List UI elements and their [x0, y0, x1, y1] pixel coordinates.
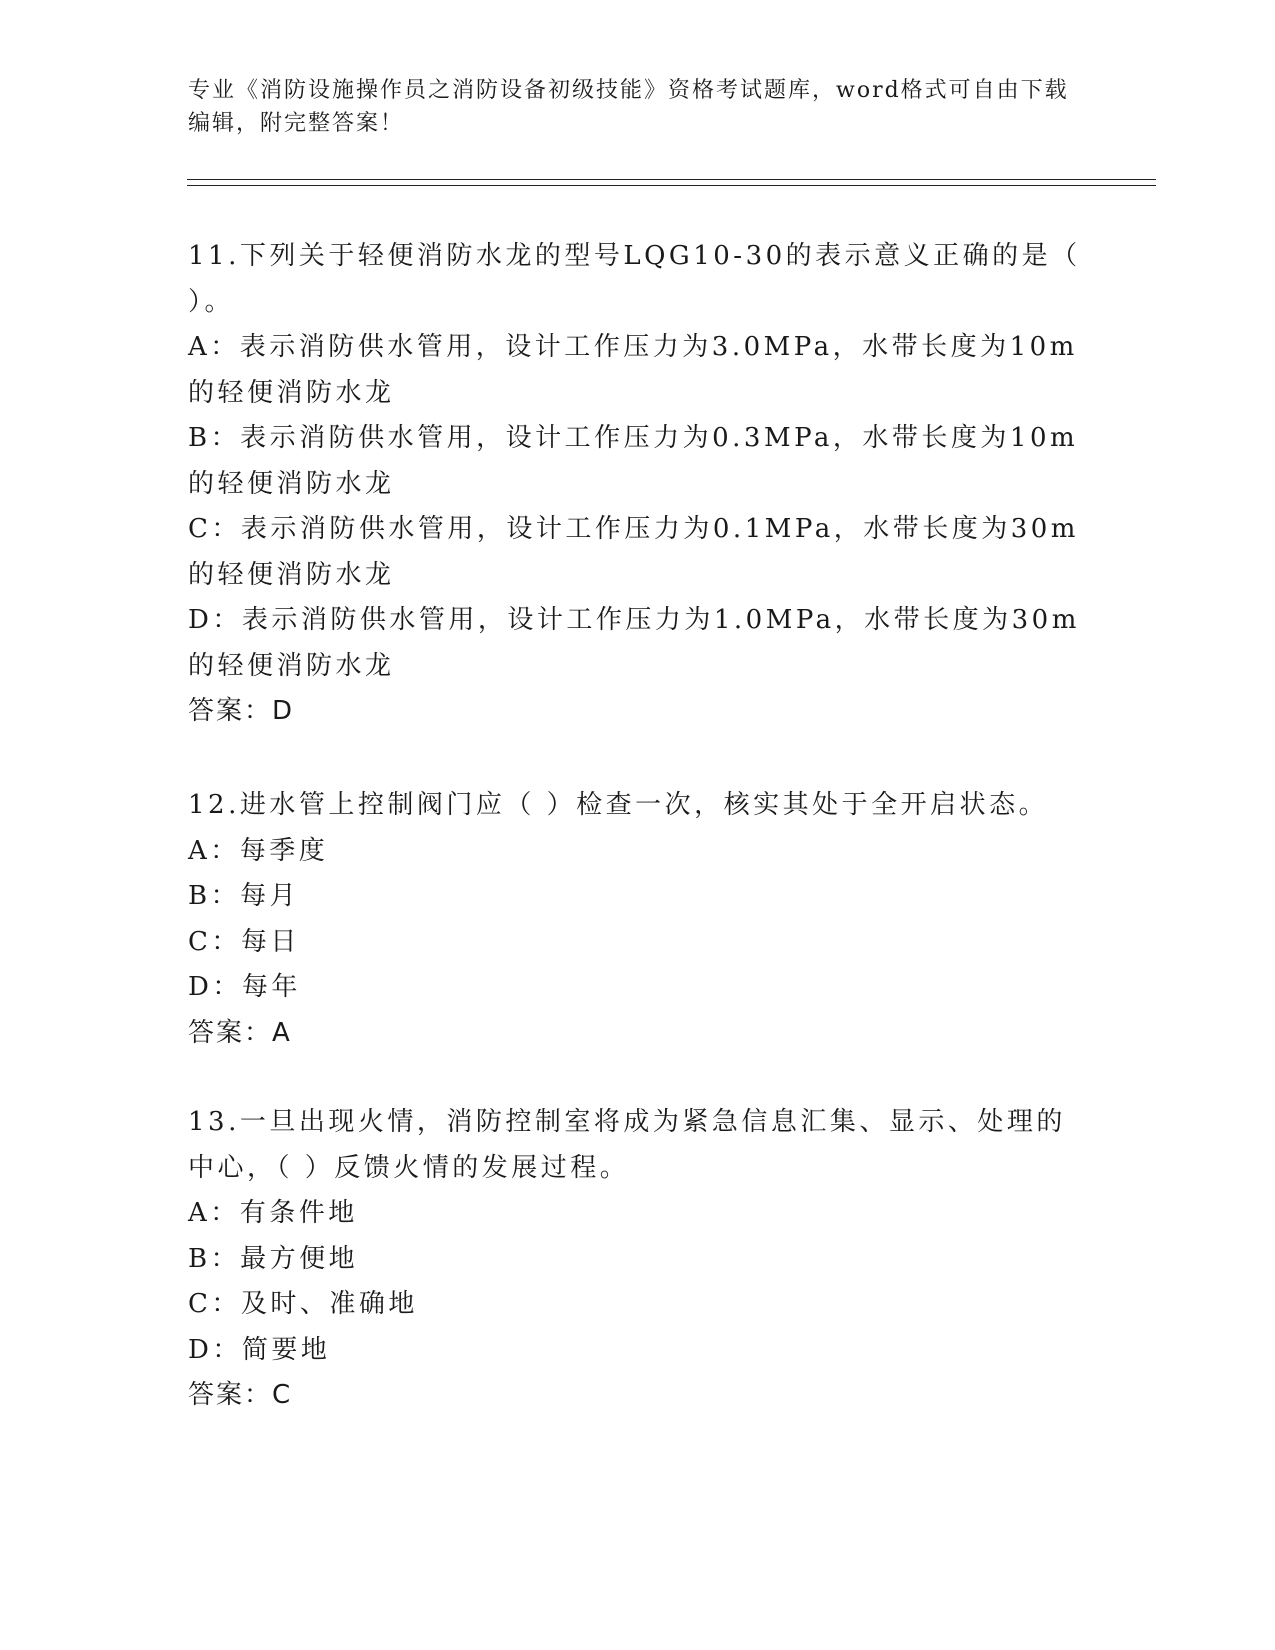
option-d: D：表示消防供水管用，设计工作压力为1.0MPa，水带长度为30m的轻便消防水龙	[188, 605, 1080, 681]
option-b: B：表示消防供水管用，设计工作压力为0.3MPa，水带长度为10m的轻便消防水龙	[188, 423, 1079, 499]
option-d: D：简要地	[188, 1334, 331, 1365]
answer-label: 答案：A	[188, 1017, 292, 1048]
answer-label: 答案：D	[188, 696, 295, 726]
question-stem: 11.下列关于轻便消防水龙的型号LQG10-30的表示意义正确的是（ ）。	[188, 241, 1081, 317]
question-13	[188, 1100, 1088, 1419]
option-b: B：最方便地	[188, 1243, 359, 1274]
option-c: C：及时、准确地	[188, 1289, 418, 1319]
header-divider-bottom	[187, 185, 1156, 186]
question-12	[188, 783, 1088, 1056]
option-b: B：每月	[188, 881, 300, 911]
option-c: C：每日	[188, 926, 300, 957]
option-c: C：表示消防供水管用，设计工作压力为0.1MPa，水带长度为30m的轻便消防水龙	[188, 514, 1079, 590]
question-stem: 12.进水管上控制阀门应（ ）检查一次，核实其处于全开启状态。	[188, 790, 1049, 820]
question-11	[188, 234, 1088, 735]
option-a: A：有条件地	[188, 1198, 358, 1228]
answer-label: 答案：C	[188, 1380, 293, 1410]
header-intro: 专业《消防设施操作员之消防设备初级技能》资格考试题库，word格式可自由下载编辑，附完整答案！	[188, 78, 1069, 136]
option-a: A：表示消防供水管用，设计工作压力为3.0MPa，水带长度为10m的轻便消防水龙	[188, 332, 1078, 408]
question-stem: 13.一旦出现火情，消防控制室将成为紧急信息汇集、显示、处理的中心，（ ）反馈火情的发展过程。	[188, 1107, 1066, 1183]
option-d: D：每年	[188, 972, 301, 1002]
header-divider-top	[187, 179, 1156, 180]
option-a: A：每季度	[188, 835, 329, 866]
